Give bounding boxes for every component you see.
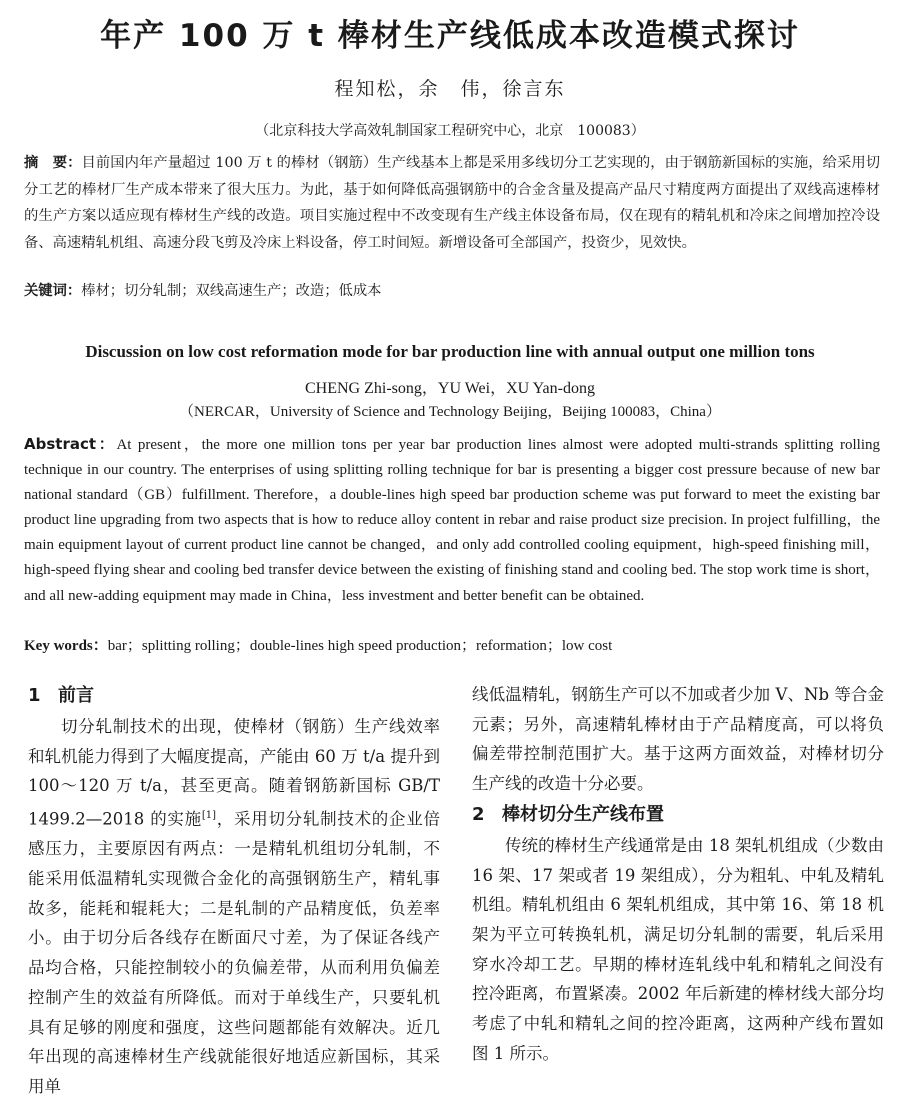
section1-text-a: 切分轧制技术的出现，使棒材（钢筋）生产线效率和轧机能力得到了大幅度提高，产能由 60 万 t/a 提升到 100～120 万 t/a，甚至更高。随着钢筋新国标 GB/T 1499.2—2018 的实施 xyxy=(28,717,440,829)
english-affiliation: （NERCAR，University of Science and Technology Beijing，Beijing 100083，China） xyxy=(179,404,721,420)
section1-continuation: 线低温精轧，钢筋生产可以不加或者少加 V、Nb 等合金元素；另外，高速精轧棒材由于产品精度高，可以将负偏差带控制范围扩大。基于这两方面效益，对棒材切分生产线的改造十分必要。 xyxy=(472,685,884,794)
section2-heading xyxy=(472,799,884,831)
authors: 程知松，余 伟，徐言东 xyxy=(334,78,566,100)
english-title: Discussion on low cost reformation mode for bar production line with annual output one million tons xyxy=(85,342,815,361)
section2-paragraph: 传统的棒材生产线通常是由 18 架轧机组成（少数由 16 架、17 架或者 19 架组成），分为粗轧、中轧及精轧机组。精轧机组由 6 架轧机组成，其中第 16、第 18 机架为平立可转换轧机，满足切分轧制的需要，轧后采用穿水冷却工艺。早期的棒材连轧线中轧和精轧之间没有控冷距离，布置紧凑。2002 年后新建的棒材线大部分均考虑了中轧和精轧之间的控冷距离，这两种产线布置如图 1 所示。 xyxy=(472,835,884,1063)
keywords-en-label: Key words： xyxy=(24,638,108,654)
citation-ref: [1] xyxy=(201,810,217,822)
paper-title: 年产 100 万 t 棒材生产线低成本改造模式探讨 xyxy=(100,18,800,54)
keywords-cn-text: 棒材；切分轧制；双线高速生产；改造；低成本 xyxy=(81,283,382,299)
section1-title: 前言 xyxy=(58,685,94,706)
affiliation: （北京科技大学高效轧制国家工程研究中心，北京 100083） xyxy=(255,123,645,139)
section1-text-b: ，采用切分轧制技术的企业倍感压力，主要原因有两点：一是精轧机组切分轧制，不能采用低温精轧实现微合金化的高强钢筋生产，精轧事故多，能耗和辊耗大；二是轧制的产品精度低，负差率小。由于切分后各线存在断面尺寸差，为了保证各线产品均合格，只能控制较小的负偏差带，从而利用负偏差控制产生的效益有所降低。而对于单线生产，只要轧机具有足够的刚度和强度，这些问题都能有效解决。近几年出现的高速棒材生产线就能很好地适应新国标，其采用单 xyxy=(28,809,440,1096)
abstract-cn-text: 目前国内年产量超过 100 万 t 的棒材（钢筋）生产线基本上都是采用多线切分工艺实现的，由于钢筋新国标的实施，给采用切分工艺的棒材厂生产成本带来了很大压力。为此，基于如何降低高强钢筋中的合金含量及提高产品尺寸精度两方面提出了双线高速棒材的生产方案以适应现有棒材生产线的改造。项目实施过程中不改变现有生产线主体设备布局，仅在现有的精轧机和冷床之间增加控冷设备、高速精轧机组、高速分段飞剪及冷床上料设备，停工时间短。新增设备可全部国产，投资少，见效快。 xyxy=(24,155,881,251)
keywords-cn xyxy=(24,278,880,304)
keywords-en-text: bar；splitting rolling；double-lines high speed production；reformation；low cost xyxy=(107,638,613,654)
section1-heading xyxy=(28,680,440,712)
section1-paragraph xyxy=(28,712,440,1102)
section2-number: 2 xyxy=(472,803,485,825)
abstract-cn xyxy=(24,150,880,256)
abstract-en-label: Abstract： xyxy=(24,435,117,453)
english-authors: CHENG Zhi-song，YU Wei，XU Yan-dong xyxy=(305,380,595,397)
abstract-cn-label: 摘 要： xyxy=(24,155,82,171)
abstract-en-text: At present，the more one million tons per year bar production lines almost were adopted multi-strands splitting rolling technique in our country. The enterprises of using splitting rolling technique for bar is presenting a bigger cost pressure because of new bar national standard（GB）fulfillment. Therefore，a double-lines high speed bar production scheme was put forward to meet the existing bar product line upgrading from two aspects that is how to reduce alloy content in rebar and raise product size precision. In project fulfilling，the main equipment layout of current product line cannot be changed，and only add controlled cooling equipment，high-speed finishing mill，high-speed flying shear and cooling bed transfer device between the existing of finishing stand and cooling bed. The stop work time is short，and all new-adding equipment may made in China，less investment and better benefit can be obtained. xyxy=(24,437,880,604)
keywords-cn-label: 关键词： xyxy=(24,283,82,299)
left-column xyxy=(28,680,440,1102)
section2-title: 棒材切分生产线布置 xyxy=(502,803,664,825)
abstract-en xyxy=(24,432,880,609)
right-column xyxy=(472,680,884,1068)
keywords-en xyxy=(24,634,880,659)
section1-number: 1 xyxy=(28,685,41,706)
